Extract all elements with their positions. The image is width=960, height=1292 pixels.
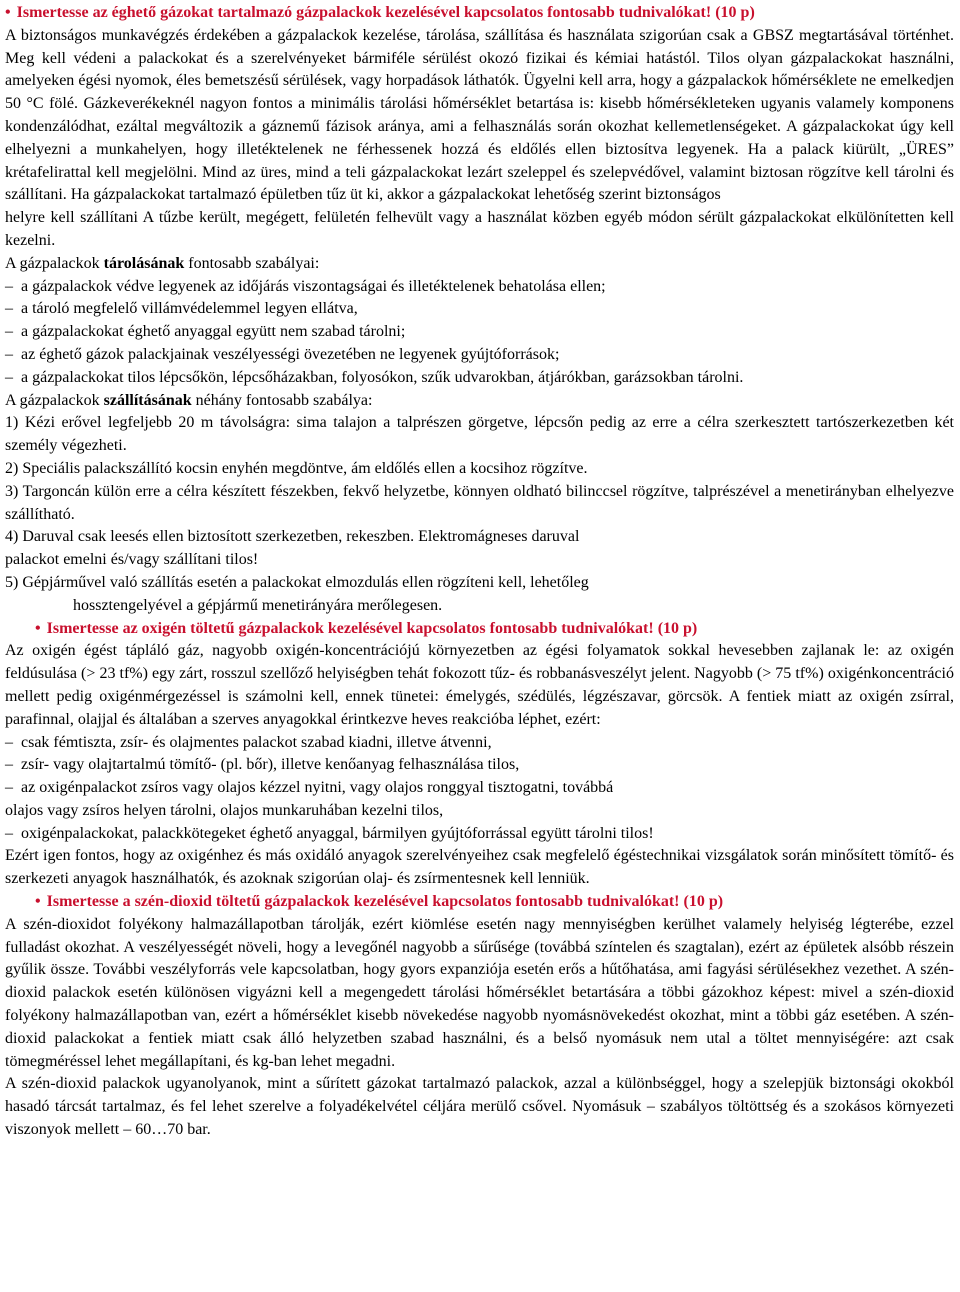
transport-rules-intro: A gázpalackok szállításának néhány fontosabb szabálya: [5,391,373,409]
dash-icon: – [5,277,13,295]
dash-icon: – [5,300,13,318]
heading-text: Ismertesse a szén-dioxid töltetű gázpalackok kezelésével kapcsolatos fontosabb tudnivalókat! (10 p) [46,893,724,911]
numbered-item: 2) Speciális palackszállító kocsin enyhén megdöntve, ám eldőlés ellen a kocsihoz rögzítve. [5,459,588,477]
paragraph: Ezért igen fontos, hogy az oxigénhez és más oxidáló anyagok szerelvényeihez csak megfelelő égéstechnikai vizsgálatok során minősített tömítő- és szerkezeti anyagok használhatók, és azoknak szigorúan olaj- és zsírmentesnek kell lenniük. [5,847,954,888]
bullet-icon: • [35,893,41,911]
list-item: – zsír- vagy olajtartalmú tömítő- (pl. bőr), illetve kenőanyag felhasználása tilos, [5,754,954,777]
numbered-item: 3) Targoncán külön erre a célra készített fészekben, fekvő helyzetbe, könnyen oldható bilinccsel rögzítve, talprészével a menetirányban elhelyezve szállítható. [5,482,954,523]
storage-rules-intro: A gázpalackok tárolásának fontosabb szabályai: [5,254,320,272]
list-item: – a tároló megfelelő villámvédelemmel legyen ellátva, [5,298,954,321]
numbered-item-continuation: palackot emelni és/vagy szállítani tilos! [5,551,259,569]
paragraph: Az oxigén égést tápláló gáz, nagyobb oxigén-koncentrációjú környezetben az égési folyamatok sokkal hevesebben zajlanak le: az oxigén feldúsulása (> 23 tf%) egy zárt, rosszul szellőző helyiségben tehát fokozott tűz- és robbanásveszélyt jelent. Nagyobb (> 75 tf%) oxigénkoncentráció mellett pedig oxigénmérgezéssel is számolni kell, ennek tünetei: émelygés, szédülés, légzészavar, görcsök. A fentiek miatt az oxigén zsírral, parafinnal, olajjal és általában a szerves anyagokkal érintkezve heves reakcióba léphet, ezért: [5,642,954,728]
list-item: – oxigénpalackokat, palackkötegeket éghető anyaggal, bármilyen gyújtóforrással együtt tárolni tilos! [5,823,954,846]
list-item: – a gázpalackok védve legyenek az időjárás viszontagságai és illetéktelenek behatolása ellen; [5,276,954,299]
bold-term: tárolásának [103,254,185,272]
numbered-item-continuation: hossztengelyével a gépjármű menetirányára merőlegesen. [73,596,443,614]
dash-icon: – [5,323,13,341]
list-item: – az éghető gázok palackjainak veszélyességi övezetében ne legyenek gyújtóforrások; [5,344,954,367]
bullet-icon: • [5,4,11,21]
heading-text: Ismertesse az éghető gázokat tartalmazó gázpalackok kezelésével kapcsolatos fontosabb tudnivalókat! (10 p) [16,4,755,21]
paragraph: A biztonságos munkavégzés érdekében a gázpalackok kezelése, tárolása, szállítása és használata szigorúan csak a GBSZ megtartásával történhet. Meg kell védeni a palackokat és a szerelvényeket bármiféle sérülést okozó fizikai és kémiai hatástól. Tilos olyan gázpalackokat használni, amelyeken égési nyomok, éles bemetszésű sérülések, vagy horpadások láthatók. Ügyelni kell arra, hogy a gázpalackok hőmérséklete ne emelkedjen 50 °C fölé. Gázkeverékeknél nagyon fontos a minimális tárolási hőmérséklet betartása is: kisebb hőmérsékleteken ugyanis valamely komponens kondenzálódhat, ezáltal megváltozik a gáznemű fázisok aránya, ami a felhasználás során okozhat kellemetlenségeket. A gázpalackokat úgy kell elhelyezni a munkahelyen, hogy illetéktelenek ne férhessenek hozzá és eldőlés ellen biztosítva legyenek. Ha a palack kiürült, „ÜRES” krétafelirattal kell megjelölni. Mind az üres, mind a teli gázpalackokat lezárt szeleppel és szelepvédővel, valamint biztosan rögzítve kell tárolni és szállítani. Ha gázpalackokat tartalmazó épületben tűz üt ki, akkor a gázpalackokat lehetőség szerint biztonságos [5,26,954,204]
numbered-item: 4) Daruval csak leesés ellen biztosított szerkezetben, rekeszben. Elektromágneses daruval [5,528,580,546]
section-heading-co2 [5,891,954,914]
dash-icon: – [5,733,13,751]
dash-icon: – [5,779,13,797]
paragraph: helyre kell szállítani A tűzbe került, megégett, felületén felhevült vagy a használat közben egyéb módon sérült gázpalackokat elkülönítetten kell kezelni. [5,209,954,249]
list-item: – a gázpalackokat éghető anyaggal együtt nem szabad tárolni; [5,321,954,344]
list-item: – csak fémtiszta, zsír- és olajmentes palackot szabad kiadni, illetve átvenni, [5,732,954,755]
paragraph: A szén-dioxidot folyékony halmazállapotban tárolják, ezért kiömlése esetén nagy mennyiségben kerülhet valamely helyiség légterébe, ezzel fulladást okozhat. A veszélyességét növeli, hogy a levegőnél nagyobb a sűrűsége (továbbá színtelen és szagtalan), ezért az épületek alsóbb részein gyűlik össze. További veszélyforrás vele kapcsolatban, hogy gyors expanziója esetén erős a hűtőhatása, ami fagyási sérülésekhez vezethet. A szén-dioxid palackok esetén különösen vigyázni kell a megengedett tárolási hőmérséklet betartására a többi gázokhoz képest: mivel a szén-dioxid folyékony halmazállapotban van, ezért a hőmérséklet kisebb növekedése nagyobb nyomásnövekedést okozhat, mint a többi gáz esetében. A szén-dioxid palackokat a fentiek miatt csak álló helyzetben szabad használni, és a belső nyomásuk nem utal a töltet mennyiségére: azt csak tömegméréssel lehet megállapítani, és kg-ban lehet megadni. [5,915,954,1070]
paragraph: A szén-dioxid palackok ugyanolyanok, mint a sűrített gázokat tartalmazó palackok, azzal a különbséggel, hogy a szelepjük biztonsági okokból hasadó tárcsát tartalmaz, és fel lehet szerelve a folyadékelvétel céljára merülő csővel. Nyomásuk – szabályos töltöttség és a szokásos környezeti viszonyok mellett – 60…70 bar. [5,1075,954,1139]
bold-term: szállításának [103,391,192,409]
dash-icon: – [5,756,13,774]
list-item: – a gázpalackokat tilos lépcsőkön, lépcsőházakban, folyosókon, szűk udvarokban, átjárókban, garázsokban tárolni. [5,367,954,390]
section-heading-oxygen [5,618,954,641]
section-heading-flammable [5,2,954,25]
dash-icon: – [5,824,13,842]
numbered-item: 5) Gépjárművel való szállítás esetén a palackokat elmozdulás ellen rögzíteni kell, lehetőleg [5,573,589,591]
dash-icon: – [5,368,13,386]
bullet-icon: • [35,619,41,637]
dash-icon: – [5,345,13,363]
list-item: – az oxigénpalackot zsíros vagy olajos kézzel nyitni, vagy olajos ronggyal tisztogatni, továbbá [5,777,954,800]
list-item-continuation: olajos vagy zsíros helyen tárolni, olajos munkaruhában kezelni tilos, [5,801,444,819]
heading-text: Ismertesse az oxigén töltetű gázpalackok kezelésével kapcsolatos fontosabb tudnivalókat! (10 p) [46,619,698,637]
numbered-item: 1) Kézi erővel legfeljebb 20 m távolságra: sima talajon a talprészen görgetve, lépcsőn pedig az erre a célra szerkesztett tartószerkezetben két személy végezheti. [5,414,954,455]
